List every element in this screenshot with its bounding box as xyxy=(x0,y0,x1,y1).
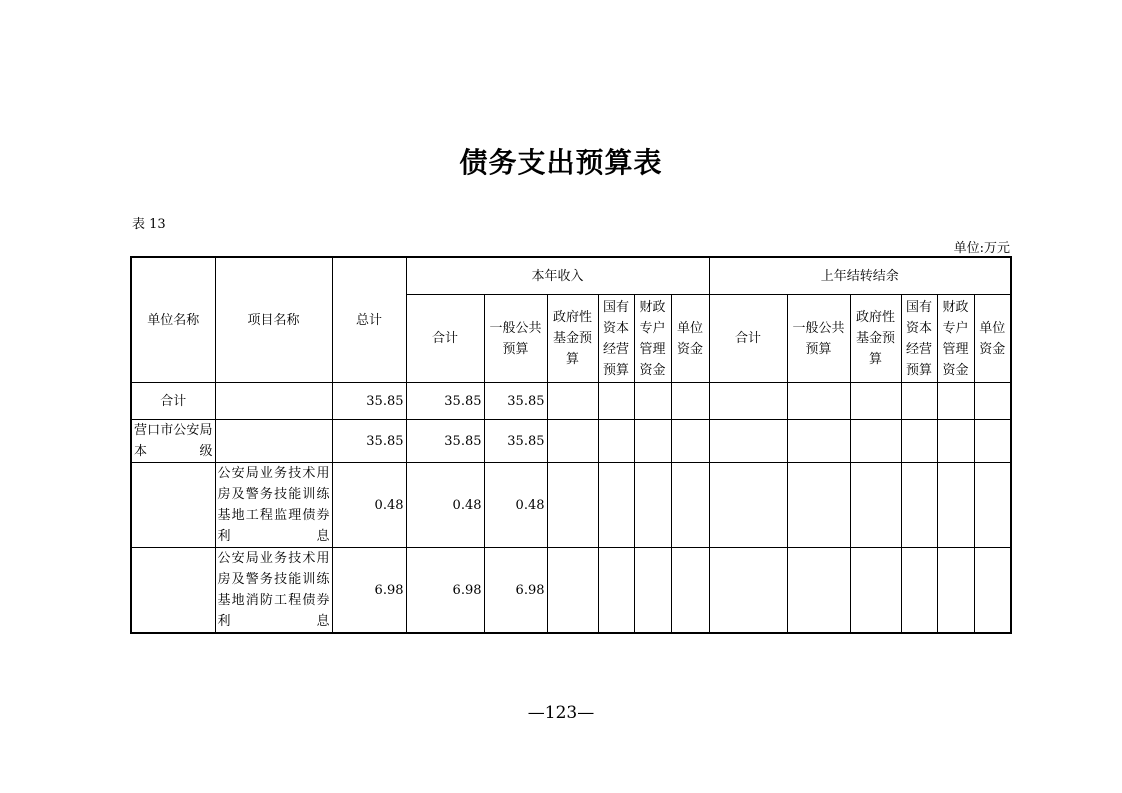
empty-cell xyxy=(901,383,937,420)
empty-cell xyxy=(901,463,937,548)
empty-cell xyxy=(974,420,1011,463)
row-cy-general: 6.98 xyxy=(484,548,547,634)
empty-cell xyxy=(547,548,598,634)
header-cy-fiscal-account: 财政专户管理资金 xyxy=(634,295,671,383)
table-row xyxy=(131,383,1011,420)
empty-cell xyxy=(547,420,598,463)
header-ly-unit-fund: 单位资金 xyxy=(974,295,1011,383)
empty-cell xyxy=(937,420,974,463)
row-project xyxy=(215,420,332,463)
table-number: 表 13 xyxy=(132,217,166,232)
row-unit xyxy=(131,463,215,548)
empty-cell xyxy=(709,420,787,463)
row-project: 公安局业务技术用房及警务技能训练基地工程监理债券利息 xyxy=(215,463,332,548)
header-unit-name: 单位名称 xyxy=(131,257,215,383)
row-cy-general: 35.85 xyxy=(484,420,547,463)
empty-cell xyxy=(634,463,671,548)
empty-cell xyxy=(547,383,598,420)
row-total: 35.85 xyxy=(332,420,406,463)
empty-cell xyxy=(787,420,850,463)
header-row-1 xyxy=(131,257,1011,295)
header-cy-unit-fund: 单位资金 xyxy=(671,295,709,383)
empty-cell xyxy=(598,463,634,548)
header-ly-gov-fund: 政府性基金预算 xyxy=(850,295,901,383)
header-ly-subtotal: 合计 xyxy=(709,295,787,383)
empty-cell xyxy=(709,463,787,548)
header-project-name: 项目名称 xyxy=(215,257,332,383)
row-cy-subtotal: 35.85 xyxy=(406,420,484,463)
row-total: 35.85 xyxy=(332,383,406,420)
empty-cell xyxy=(634,383,671,420)
table-row xyxy=(131,463,1011,548)
empty-cell xyxy=(974,463,1011,548)
row-total: 0.48 xyxy=(332,463,406,548)
row-cy-general: 0.48 xyxy=(484,463,547,548)
empty-cell xyxy=(671,383,709,420)
empty-cell xyxy=(850,463,901,548)
empty-cell xyxy=(901,420,937,463)
debt-expenditure-budget-table xyxy=(130,256,1012,634)
empty-cell xyxy=(937,548,974,634)
empty-cell xyxy=(974,548,1011,634)
empty-cell xyxy=(850,383,901,420)
header-last-year: 上年结转结余 xyxy=(709,257,1011,295)
row-unit: 合计 xyxy=(131,383,215,420)
row-cy-general: 35.85 xyxy=(484,383,547,420)
row-unit: 营口市公安局本级 xyxy=(131,420,215,463)
header-total: 总计 xyxy=(332,257,406,383)
empty-cell xyxy=(850,548,901,634)
empty-cell xyxy=(787,548,850,634)
header-cy-state-capital: 国有资本经营预算 xyxy=(598,295,634,383)
empty-cell xyxy=(634,548,671,634)
row-cy-subtotal: 6.98 xyxy=(406,548,484,634)
header-cy-general: 一般公共预算 xyxy=(484,295,547,383)
empty-cell xyxy=(634,420,671,463)
row-cy-subtotal: 0.48 xyxy=(406,463,484,548)
header-cy-gov-fund: 政府性基金预算 xyxy=(547,295,598,383)
table-row xyxy=(131,420,1011,463)
header-ly-fiscal-account: 财政专户管理资金 xyxy=(937,295,974,383)
empty-cell xyxy=(547,463,598,548)
empty-cell xyxy=(974,383,1011,420)
table-row xyxy=(131,548,1011,634)
row-unit xyxy=(131,548,215,634)
header-ly-state-capital: 国有资本经营预算 xyxy=(901,295,937,383)
page-number: —123— xyxy=(527,703,595,723)
empty-cell xyxy=(850,420,901,463)
empty-cell xyxy=(787,463,850,548)
empty-cell xyxy=(787,383,850,420)
empty-cell xyxy=(937,463,974,548)
header-cy-subtotal: 合计 xyxy=(406,295,484,383)
empty-cell xyxy=(709,383,787,420)
row-project: 公安局业务技术用房及警务技能训练基地消防工程债券利息 xyxy=(215,548,332,634)
empty-cell xyxy=(598,420,634,463)
empty-cell xyxy=(671,420,709,463)
empty-cell xyxy=(671,548,709,634)
empty-cell xyxy=(671,463,709,548)
header-ly-general: 一般公共预算 xyxy=(787,295,850,383)
empty-cell xyxy=(901,548,937,634)
unit-label: 单位:万元 xyxy=(953,241,1010,256)
row-cy-subtotal: 35.85 xyxy=(406,383,484,420)
empty-cell xyxy=(709,548,787,634)
empty-cell xyxy=(598,383,634,420)
row-total: 6.98 xyxy=(332,548,406,634)
row-project xyxy=(215,383,332,420)
empty-cell xyxy=(937,383,974,420)
empty-cell xyxy=(598,548,634,634)
header-current-year: 本年收入 xyxy=(406,257,709,295)
document-title: 债务支出预算表 xyxy=(459,146,663,179)
